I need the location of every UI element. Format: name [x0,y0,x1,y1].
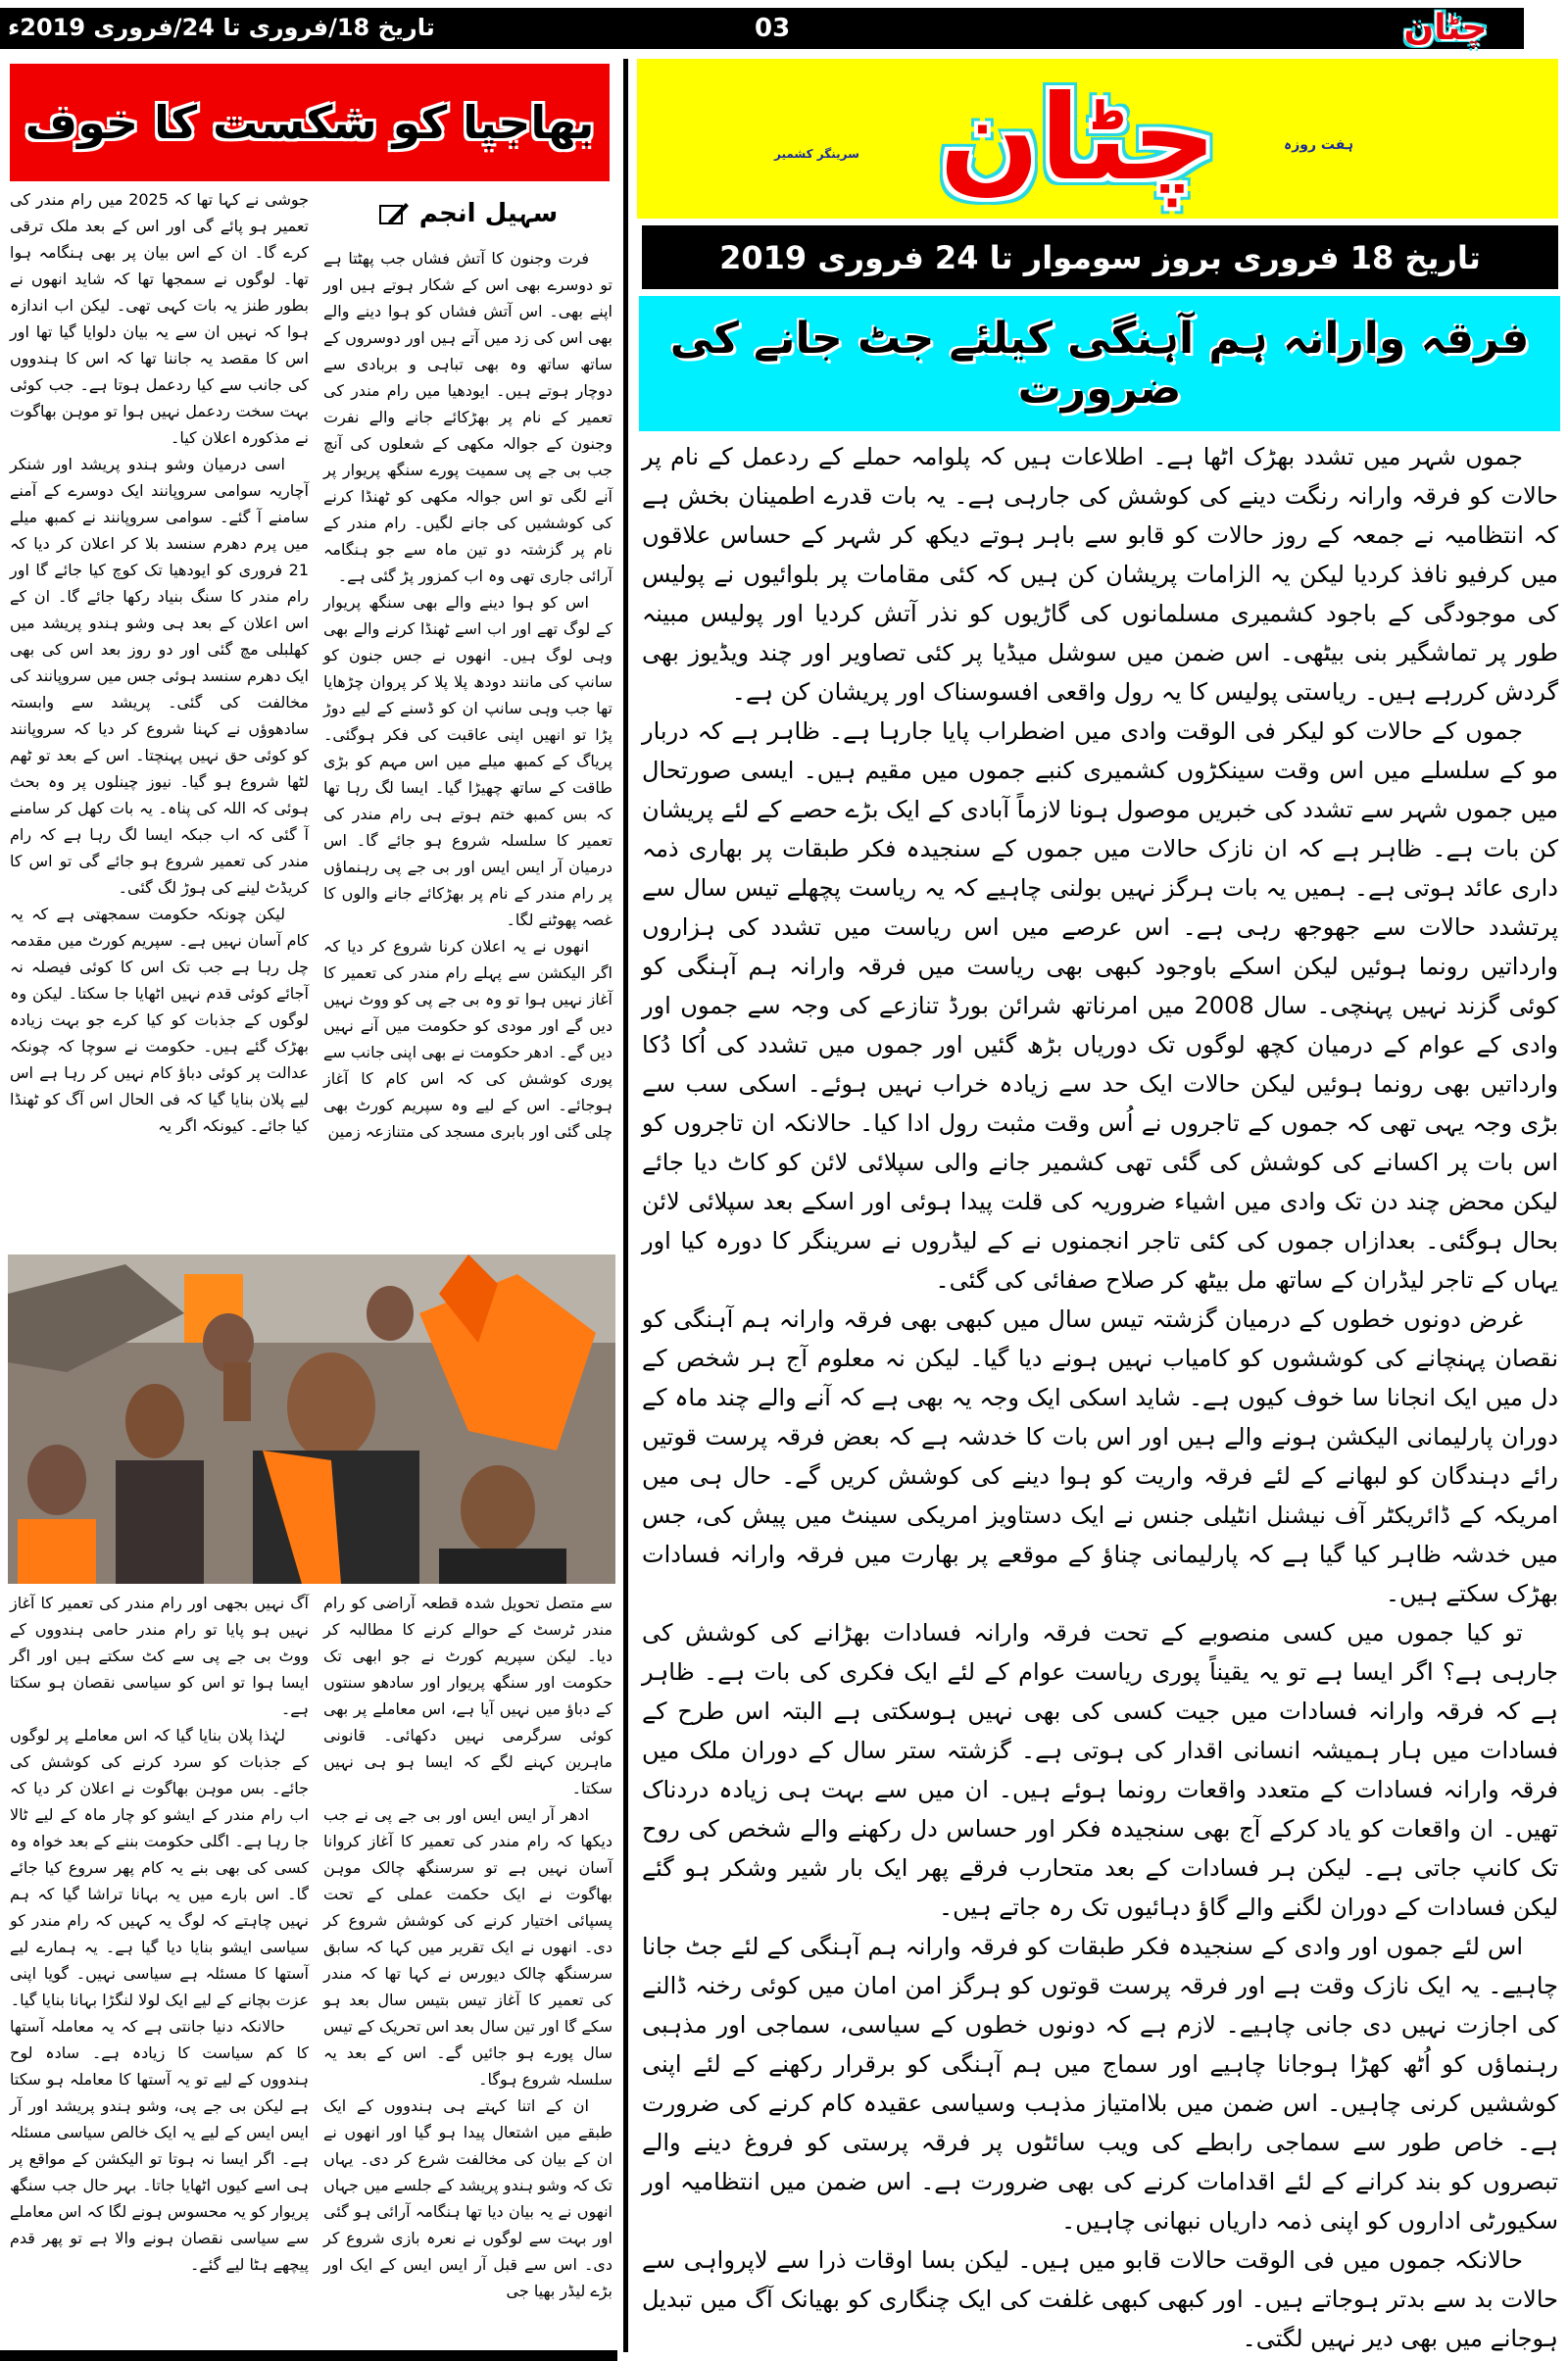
paragraph: انھوں نے یہ اعلان کرنا شروع کر دیا کہ اگر الیکشن سے پہلے رام مندر کی تعمیر کا آغاز نہیں ہوا تو وہ بی جے پی کو ووٹ نہیں دیں گے اور مودی کو حکومت میں آنے نہیں دیں گے۔ ادھر حکومت نے بھی اپنی جانب سے پوری کوشش کی کہ اس کام کا آغاز ہوجائے۔ اس کے لیے وہ سپریم کورٹ بھی چلی گئی اور بابری مسجد کی متنازعہ زمین [323,937,612,1141]
editorial-headline-box [639,296,1560,431]
editorial-body [642,437,1558,2358]
paragraph: جموں شہر میں تشدد بھڑک اٹھا ہے۔ اطلاعات ہیں کہ پلوامہ حملے کے ردعمل کے نام پر حالات کو فرقہ وارانہ رنگت دینے کی کوشش کی جارہی ہے۔ یہ بات قدرے اطمینان بخش ہے کہ انتظامیہ نے جمعہ کے روز حالات کو قابو سے باہر ہوتے دیکھ کر شہر کے حساس علاقوں میں کرفیو نافذ کردیا لیکن یہ الزامات پریشان کن ہیں کہ کئی مقامات پر بلوائیوں نے پولیس کی موجودگی کے باجود کشمیری مسلمانوں کی گاڑیوں کو نذر آتش کردیا اور پولیس مبینہ طور پر تماشگیر بنی بیٹھی۔ اس ضمن میں سوشل میڈیا پر کئی تصاویر اور چند ویڈیوز بھی گردش کررہے ہیں۔ ریاستی پولیس کا یہ رول واقعی افسوسناک اور پریشان کن ہے۔ [642,443,1558,706]
paragraph: حالانکہ جموں میں فی الوقت حالات قابو میں ہیں۔ لیکن بسا اوقات ذرا سے لاپرواہی سے حالات بد سے بدتر ہوجاتے ہیں۔ اور کبھی کبھی غلفت کی ایک چنگاری کو بھیانک آگ میں تبدیل ہوجانے میں بھی دیر نہیں لگتی۔ [642,2246,1558,2352]
article-column-4 [10,1590,309,2278]
pen-icon [378,200,410,227]
date-bar [642,225,1558,289]
rally-photo [8,1254,615,1584]
author-name: سہیل انجم [418,199,559,228]
article-column-1 [323,245,612,1145]
article-column-3 [323,1590,612,2304]
editorial-headline: فرقہ وارانہ ہم آہنگی کیلئے جٹ جانے کی ضرورت [669,314,1530,414]
issue-date: تاریخ 18/فروری تا 24/فروری 2019ء [8,14,435,41]
article-column-2 [10,186,309,1139]
small-logo: چٹان [1403,7,1488,48]
article-headline-box [10,64,610,181]
paragraph: تو کیا جموں میں کسی منصوبے کے تحت فرقہ وارانہ فسادات بھڑانے کی کوشش کی جارہی ہے؟ اگر ایسا ہے تو یہ یقیناً پوری ریاست عوام کے لئے ایک فکری کی بات ہے۔ ظاہر ہے کہ فرقہ وارانہ فسادات میں جیت کسی کی بھی نہیں ہوسکتی ہے البتہ اس طرح کے فسادات میں ہار ہمیشہ انسانی اقدار کی ہوتی ہے۔ گزشتہ ستر سال کے دوران ملک میں فرقہ وارانہ فسادات کے متعدد واقعات رونما ہوئے ہیں۔ ان میں سے بہت ہی زیادہ دردناک تھیں۔ ان واقعات کو یاد کرکے آج بھی سنجیدہ فکر اور حساس دل رکھنے والے شخص کی روح تک کانپ جاتی ہے۔ لیکن ہر فسادات کے بعد متحارب فرقے پھر ایک بار شیر وشکر ہو گئے لیکن فسادات کے دوران لگنے والے گاؤ دہائیوں تک رہ جاتے ہیں۔ [642,1619,1558,1921]
masthead-frequency: ہفت روزہ [1284,137,1353,153]
paragraph: سے متصل تحویل شدہ قطعہ آراضی کو رام مندر ٹرسٹ کے حوالے کرنے کا مطالبہ کر دیا۔ لیکن سپریم کورٹ نے جو ابھی تک حکومت اور سنگھ پریوار اور سادھو سنتوں کے دباؤ میں نہیں آیا ہے، اس معاملے پر بھی کوئی سرگرمی نہیں دکھائی۔ قانونی ماہرین کہنے لگے کہ ایسا ہو ہی نہیں سکتا۔ [323,1594,612,1797]
paragraph: اس لئے جموں اور وادی کے سنجیدہ فکر طبقات کو فرقہ وارانہ ہم آہنگی کے لئے جٹ جانا چاہیے۔ یہ ایک نازک وقت ہے اور فرقہ پرست قوتوں کو ہرگز امن امان میں کوئی رخنہ ڈالنے کی اجازت نہیں دی جانی چاہیے۔ لازم ہے کہ دونوں خطوں کے سیاسی، سماجی اور مذہبی رہنماؤں کو اُٹھ کھڑا ہوجانا چاہیے اور سماج میں ہم آہنگی کو برقرار رکھنے کے لئے اپنی کوششیں کرنی چاہیں۔ اس ضمن میں بلاامتیاز مذہب وسیاسی عقیدہ کام کرنے کی ضرورت ہے۔ خاص طور سے سماجی رابطے کی ویب سائٹوں پر فرقہ پرستی کو فروغ دینے والے تبصروں کو بند کرانے کے لئے اقدامات کرنے کی بھی ضرورت ہے۔ اس ضمن میں انتظامیہ اور سکیورٹی اداروں کو اپنی ذمہ داریاں نبھانی چاہیں۔ [642,1933,1558,2235]
paragraph: ان کے اتنا کہتے ہی ہندووں کے ایک طبقے میں اشتعال پیدا ہو گیا اور انھوں نے ان کے بیان کی مخالفت شرع کر دی۔ یہاں تک کہ وشو ہندو پریشد کے جلسے میں جہاں انھوں نے یہ بیان دیا تھا ہنگامہ آرائی ہو گئی اور بہت سے لوگوں نے نعرہ بازی شروع کر دی۔ اس سے قبل آر ایس ایس کے ایک اور بڑے لیڈر بھیا جی [323,2096,612,2300]
top-bar [0,8,1524,49]
paragraph: لہٰذا پلان بنایا گیا کہ اس معاملے پر لوگوں کے جذبات کو سرد کرنے کی کوشش کی جائے۔ بس موہن بھاگوت نے اعلان کر دیا کہ اب رام مندر کے ایشو کو چار ماہ کے لیے ٹالا جا رہا ہے۔ اگلی حکومت بننے کے بعد خواہ وہ کسی کی بھی بنے یہ کام پھر سروع کیا جائے گا۔ اس بارے میں یہ بہانا تراشا گیا کہ ہم نہیں چاہتے کہ لوگ یہ کہیں کہ رام مندر کو سیاسی ایشو بنایا دیا گیا ہے۔ یہ ہمارے لیے آستھا کا مسئلہ ہے سیاسی نہیں۔ گویا اپنی عزت بچانے کے لیے ایک لولا لنگڑا بہانا بنایا گیا۔ [10,1726,309,2009]
paragraph: جوشی نے کہا تھا کہ 2025 میں رام مندر کی تعمیر ہو پائے گی اور اس کے بعد ملک ترقی کرے گا۔ ان کے اس بیان پر بھی ہنگامہ ہوا تھا۔ لوگوں نے سمجھا تھا کہ شاید انھوں نے بطور طنز یہ بات کہی تھی۔ لیکن اب اندازہ ہوا کہ نہیں ان سے یہ بیان دلوایا گیا تھا اور اس کا مقصد یہ جاننا تھا کہ اس کا ہندووں کی جانب سے کیا ردعمل ہوتا ہے۔ جب کوئی بہت سخت ردعمل نہیں ہوا تو موہن بھاگوت نے مذکورہ اعلان کیا۔ [10,190,310,447]
paragraph: جموں کے حالات کو لیکر فی الوقت وادی میں اضطراب پایا جارہا ہے۔ ظاہر ہے کہ دربار مو کے سلسلے میں اس وقت سینکڑوں کشمیری کنبے جموں میں مقیم ہیں۔ ایسی صورتحال میں جموں شہر سے تشدد کی خبریں موصول ہونا لازماً آبادی کے ایک بڑے حصے کے لئے پریشان کن بات ہے۔ ظاہر ہے کہ ان نازک حالات میں جموں کے سنجیدہ فکر طبقات پر بھاری ذمہ داری عائد ہوتی ہے۔ ہمیں یہ بات ہرگز نہیں بولنی چاہیے کہ یہ ریاست پچھلے تیس سال سے پرتشدد حالات سے جھوجھ رہی ہے۔ اس عرصے میں اس ریاست میں تشدد کی ہزاروں وارداتیں رونما ہوئیں لیکن اسکے باوجود کبھی بھی ریاست میں فرقہ وارانہ ہم آہنگی کو کوئی گزند نہیں پہنچی۔ سال 2008 میں امرناتھ شرائن بورڈ تنازعے کی وجہ سے جموں اور وادی کے عوام کے درمیان کچھ لوگوں تک دوریاں بڑھ گئیں اور جموں میں تشدد کی اُکا دُکا وارداتیں بھی رونما ہوئیں لیکن حالات ایک حد سے زیادہ خراب نہیں ہوئے۔ اسکی سب سے بڑی وجہ یہی تھی کہ جموں کے تاجروں نے اُس وقت مثبت رول ادا کیا۔ حالانکہ ان تاجروں کو اس بات پر اکسانے کی کوشش کی گئی تھی کشمیر جانے والی سپلائی لائن کو کاٹ دیا جائے لیکن محض چند دن تک وادی میں اشیاء ضروریہ کی قلت پیدا ہوئی اور اسکے بعد سپلائی لائن بحال ہوگئی۔ بعدازاں جموں کی کئی تاجر انجمنوں نے کے لیڈروں نے سرینگر کا دورہ کیا اور یہاں کے تاجر لیڈران کے ساتھ مل بیٹھ کر صلاح صفائی کی گئی۔ [642,717,1558,1294]
date-line: تاریخ 18 فروری بروز سوموار تا 24 فروری 2019 [719,238,1481,276]
paragraph: لیکن چونکہ حکومت سمجھتی ہے کہ یہ کام آسان نہیں ہے۔ سپریم کورٹ میں مقدمہ چل رہا ہے جب تک اس کا کوئی فیصلہ نہ آجائے کوئی قدم نہیں اٹھایا جا سکتا۔ لیکن وہ لوگوں کے جذبات کو کیا کرے جو بہت زیادہ بھڑک گئے ہیں۔ حکومت نے سوچا کہ چونکہ عدالت پر کوئی دباؤ کام نہیں کر رہا ہے اس لیے پلان بنایا گیا کہ فی الحال اس آگ کو ٹھنڈا کیا جائے۔ کیونکہ اگر یہ [10,905,309,1135]
paragraph: حالانکہ دنیا جانتی ہے کہ یہ معاملہ آستھا کا کم سیاست کا زیادہ ہے۔ سادہ لوح ہندووں کے لیے تو یہ آستھا کا معاملہ ہو سکتا ہے لیکن بی جے پی، وشو ہندو پریشد اور آر ایس ایس کے لیے یہ ایک خالص سیاسی مسئلہ ہے۔ اگر ایسا نہ ہوتا تو الیکشن کے مواقع پر ہی اسے کیوں اٹھایا جاتا۔ بہر حال جب سنگھ پریوار کو یہ محسوس ہونے لگا کہ اس معاملے سے سیاسی نقصان ہونے والا ہے تو پھر قدم پیچھے ہٹا لیے گئے۔ [10,2017,309,2274]
paragraph: غرض دونوں خطوں کے درمیان گزشتہ تیس سال میں کبھی بھی فرقہ وارانہ ہم آہنگی کو نقصان پہنچانے کی کوششوں کو کامیاب نہیں ہونے دیا گیا۔ لیکن نہ معلوم آج ہر شخص کے دل میں ایک انجانا سا خوف کیوں ہے۔ شاید اسکی ایک وجہ یہ بھی ہے کہ آنے والے چند ماہ کے دوران پارلیمانی الیکشن ہونے والے ہیں اور اس بات کا خدشہ ہے کہ بعض فرقہ پرست قوتیں رائے دہندگان کو لبھانے کے لئے فرقہ واریت کو ہوا دینے کی کوشش کریں گے۔ حال ہی میں امریکہ کے ڈائریکٹر آف نیشنل انٹیلی جنس نے ایک دستاویز امریکی سینٹ میں پیش کی، جس میں خدشہ ظاہر کیا گیا ہے کہ پارلیمانی چناؤ کے موقعے پر بھارت میں فرقہ وارانہ فسادات بھڑک سکتے ہیں۔ [642,1305,1558,1607]
masthead-city: سرینگر کشمیر [774,147,859,161]
page-number: 03 [755,14,791,43]
column-divider [623,59,628,2352]
paragraph: اس کو ہوا دینے والے بھی سنگھ پریوار کے لوگ تھے اور اب اسے ٹھنڈا کرنے والے بھی وہی لوگ ہیں۔ انھوں نے جس جنون کو سانپ کی مانند دودھ پلا پلا کر پروان چڑھایا تھا جب وہی سانپ ان کو ڈسنے کے لیے دوڑ پڑا تو انھیں اپنی عاقبت کی فکر ہوگئی۔ پریاگ کے کمبھ میلے میں اس مہم کو بڑی طاقت کے ساتھ چھیڑا گیا۔ ایسا لگ رہا تھا کہ بس کمبھ ختم ہوتے ہی رام مندر کی تعمیر کا سلسلہ شروع ہو جائے گا۔ اس درمیان آر ایس ایس اور بی جے پی رہنماؤں پر رام مندر کے نام پر بھڑکائے جانے والوں کا غصہ پھوٹنے لگا۔ [323,593,612,929]
paragraph: فرت وجنون کا آتش فشاں جب پھٹتا ہے تو دوسرے بھی اس کے شکار ہوتے ہیں اور اپنے بھی۔ اس آتش فشاں کو ہوا دینے والے بھی اس کی زد میں آتے ہیں اور دوسروں کے ساتھ ساتھ وہ بھی تباہی و بربادی سے دوچار ہوتے ہیں۔ ایودھیا میں رام مندر کی تعمیر کے نام پر بھڑکائے جانے والے نفرت وجنون کے جوالہ مکھی کے شعلوں کی آنچ جب بی جے پی سمیت پورے سنگھ پریوار پر آنے لگی تو اس جوالہ مکھی کو ٹھنڈا کرنے کی کوششیں کی جانے لگیں۔ رام مندر کے نام پر گزشتہ دو تین ماہ سے جو ہنگامہ آرائی جاری تھی وہ اب کمزور پڑ گئی ہے۔ [323,249,612,585]
paragraph: ادھر آر ایس ایس اور بی جے پی نے جب دیکھا کہ رام مندر کی تعمیر کا آغاز کروانا آسان نہیں ہے تو سرسنگھ چالک موہن بھاگوت نے ایک حکمت عملی کے تحت پسپائی اختیار کرنے کی کوشش شروع کر دی۔ انھوں نے ایک تقریر میں کہا کہ سابق سرسنگھ چالک دیورس نے کہا تھا کہ مندر کی تعمیر کا آغاز تیس بتیس سال بعد ہو سکے گا اور تین سال بعد اس تحریک کے تیس سال پورے ہو جائیں گے۔ اس کے بعد یہ سلسلہ شروع ہوگا۔ [323,1805,612,2089]
paragraph: اسی درمیان وشو ہندو پریشد اور شنکر آچاریہ سوامی سروپانند ایک دوسرے کے آمنے سامنے آ گئے۔ سوامی سروپانند نے کمبھ میلے میں پرم دھرم سنسد بلا کر اعلان کر دیا کہ 21 فروری کو ایودھیا تک کوچ کیا جائے گا اور رام مندر کا سنگ بنیاد رکھا جائے گا۔ ان کے اس اعلان کے بعد ہی وشو ہندو پریشد میں کھلبلی مچ گئی اور دو روز بعد اس کی بھی ایک دھرم سنسد ہوئی جس میں سروپانند کی مخالفت کی گئی۔ پریشد سے وابستہ سادھوؤں نے کہنا شروع کر دیا کہ سروپانند کو کوئی حق نہیں پہنچتا۔ اس کے بعد تو ٹھم لٹھا شروع ہو گیا۔ نیوز چینلوں پر وہ بحث ہوئی کہ اللہ کی پناہ۔ یہ بات کھل کر سامنے آ گئی کہ اب جبکہ ایسا لگ رہا ہے کہ رام مندر کی تعمیر شروع ہو جائے گی تو اس کا کریڈٹ لینے کی ہوڑ لگ گئی۔ [10,455,309,897]
article-headline: بھاجپا کو شکست کا خوف [24,96,595,149]
byline [323,188,612,239]
bottom-rule [0,2350,617,2361]
masthead-logo: چٹان [939,71,1217,207]
paragraph: آگ نہیں بجھی اور رام مندر کی تعمیر کا آغاز نہیں ہو پایا تو رام مندر حامی ہندووں کے ووٹ بی جے پی سے کٹ سکتے ہیں اور اگر ایسا ہوا تو اس کو سیاسی نقصان ہو سکتا ہے۔ [10,1594,309,1718]
